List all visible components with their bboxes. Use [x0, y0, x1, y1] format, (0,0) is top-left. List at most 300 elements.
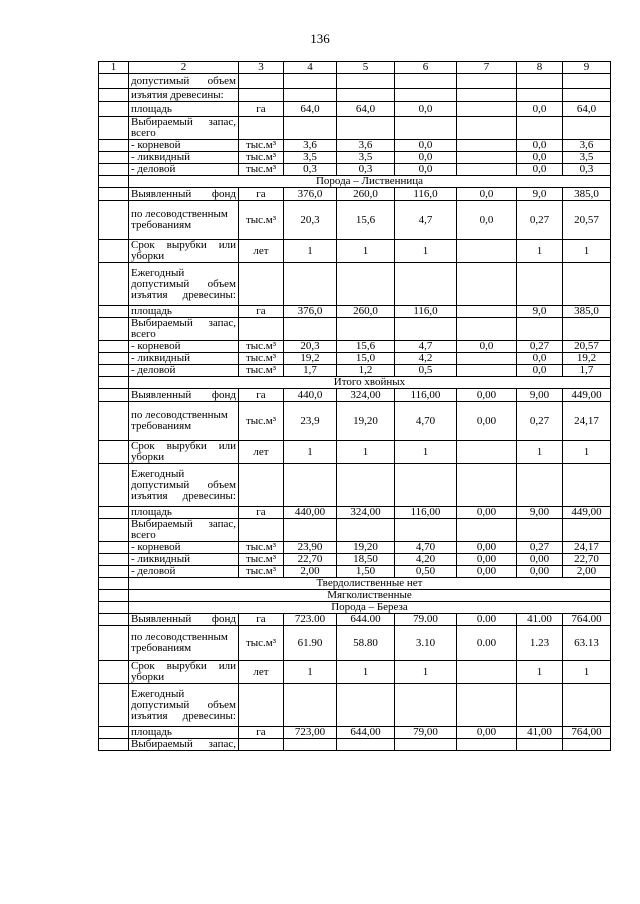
table-row [99, 89, 611, 102]
table-cell: 64,0 [284, 102, 337, 117]
table-cell: 440,0 [284, 389, 337, 402]
table-cell: 1 [337, 661, 395, 684]
indicator-label: Выявленный фонд [129, 389, 239, 402]
table-cell: 1,7 [284, 365, 337, 377]
table-cell: 0,00 [457, 542, 517, 554]
table-cell: 0,27 [517, 542, 563, 554]
table-cell [395, 684, 457, 727]
table-cell: 116,00 [395, 507, 457, 519]
table-cell: 3,5 [284, 152, 337, 164]
table-cell: 61.90 [284, 626, 337, 661]
table-cell [457, 441, 517, 464]
table-cell: тыс.м³ [239, 566, 284, 578]
indicator-label: площадь [129, 102, 239, 117]
table-cell: 0,00 [517, 566, 563, 578]
indicator-label: - корневой [129, 542, 239, 554]
table-cell: 0,27 [517, 402, 563, 441]
table-cell [395, 318, 457, 341]
table-cell [239, 89, 284, 102]
section-title: Итого хвойных [129, 377, 611, 389]
table-row [99, 441, 611, 464]
table-cell [457, 739, 517, 751]
table-cell: 2,00 [563, 566, 611, 578]
table-cell [563, 263, 611, 306]
page-number: 136 [310, 31, 330, 46]
table-row [99, 464, 611, 507]
indicator-label: изъятия древесины: [129, 89, 239, 102]
table-row [99, 152, 611, 164]
table-cell: 1.23 [517, 626, 563, 661]
table-cell: 0,0 [395, 140, 457, 152]
indicator-label: Выбираемый запас, всего [129, 519, 239, 542]
table-cell: 9,0 [517, 188, 563, 201]
indicator-label: - корневой [129, 341, 239, 353]
table-cell [457, 306, 517, 318]
table-cell [99, 240, 129, 263]
table-cell [517, 684, 563, 727]
table-cell: 644,00 [337, 727, 395, 739]
table-row [99, 507, 611, 519]
indicator-label: - деловой [129, 164, 239, 176]
table-cell [517, 89, 563, 102]
table-cell: 1 [284, 661, 337, 684]
table-cell: тыс.м³ [239, 341, 284, 353]
table-cell [337, 519, 395, 542]
table-cell: 0,00 [457, 389, 517, 402]
table-cell: 64,0 [563, 102, 611, 117]
table-cell: 24,17 [563, 542, 611, 554]
table-cell [99, 626, 129, 661]
table-cell [99, 188, 129, 201]
table-cell: 764.00 [563, 614, 611, 626]
table-cell [284, 89, 337, 102]
table-cell: 1 [395, 240, 457, 263]
table-cell: 764,00 [563, 727, 611, 739]
column-header: 6 [395, 62, 457, 74]
table-cell [99, 102, 129, 117]
table-cell: 15,0 [337, 353, 395, 365]
table-cell: 1 [517, 661, 563, 684]
table-cell: 2,00 [284, 566, 337, 578]
table-cell: 324,00 [337, 507, 395, 519]
indicator-label: площадь [129, 306, 239, 318]
table-cell [284, 74, 337, 89]
table-cell: 22,70 [563, 554, 611, 566]
table-cell: тыс.м³ [239, 353, 284, 365]
table-cell: 1 [517, 240, 563, 263]
table-cell: 0,0 [395, 164, 457, 176]
table-cell: 24,17 [563, 402, 611, 441]
table-cell: 20,57 [563, 201, 611, 240]
table-row [99, 306, 611, 318]
table-cell [337, 684, 395, 727]
table-cell [457, 519, 517, 542]
table-cell: 116,0 [395, 306, 457, 318]
table-cell: 0,5 [395, 365, 457, 377]
table-row [99, 365, 611, 377]
table-cell: тыс.м³ [239, 365, 284, 377]
table-cell: 4,20 [395, 554, 457, 566]
table-cell [99, 201, 129, 240]
indicator-label: Срок вырубки или уборки [129, 240, 239, 263]
table-cell: 41.00 [517, 614, 563, 626]
table-cell [337, 89, 395, 102]
table-row [99, 188, 611, 201]
column-header: 5 [337, 62, 395, 74]
table-cell: 18,50 [337, 554, 395, 566]
table-cell: га [239, 727, 284, 739]
table-cell: га [239, 102, 284, 117]
table-row [99, 739, 611, 751]
table-cell [395, 519, 457, 542]
table-cell [337, 739, 395, 751]
table-cell: 1,50 [337, 566, 395, 578]
table-row [99, 140, 611, 152]
table-cell: 4,70 [395, 402, 457, 441]
table-row [99, 554, 611, 566]
table-cell: 41,00 [517, 727, 563, 739]
table-cell: 1 [284, 441, 337, 464]
table-cell: 0,0 [517, 102, 563, 117]
section-row [99, 377, 611, 389]
table-row [99, 566, 611, 578]
column-header: 3 [239, 62, 284, 74]
table-cell: 0,00 [457, 727, 517, 739]
table-cell [99, 519, 129, 542]
table-cell [99, 152, 129, 164]
table-cell [457, 661, 517, 684]
table-cell [99, 590, 129, 602]
table-cell: 3,6 [563, 140, 611, 152]
table-cell [99, 602, 129, 614]
indicator-label: Ежегодный допустимый объем изъятия древесины: [129, 464, 239, 507]
table-cell: 0,0 [517, 140, 563, 152]
table-cell [517, 74, 563, 89]
table-cell: тыс.м³ [239, 152, 284, 164]
table-cell: 0,3 [284, 164, 337, 176]
table-cell: 0,0 [395, 102, 457, 117]
table-row [99, 164, 611, 176]
table-cell [284, 684, 337, 727]
indicator-label: - ликвидный [129, 353, 239, 365]
section-title: Мягколиственные [129, 590, 611, 602]
table-cell: 0,3 [563, 164, 611, 176]
table-cell: 0,50 [395, 566, 457, 578]
table-cell [563, 74, 611, 89]
table-cell [395, 464, 457, 507]
table-cell: тыс.м³ [239, 542, 284, 554]
table-cell: 385,0 [563, 306, 611, 318]
forest-fund-table [98, 61, 611, 751]
table-cell [99, 389, 129, 402]
table-cell: 23,9 [284, 402, 337, 441]
table-cell: 1 [517, 441, 563, 464]
table-cell [457, 89, 517, 102]
indicator-label: - ликвидный [129, 554, 239, 566]
table-cell: тыс.м³ [239, 164, 284, 176]
table-row [99, 74, 611, 89]
table-cell [457, 353, 517, 365]
table-cell: 0,0 [457, 188, 517, 201]
table-cell: 3,6 [284, 140, 337, 152]
table-cell [99, 507, 129, 519]
table-cell: 1 [337, 441, 395, 464]
table-cell [457, 102, 517, 117]
table-cell [284, 117, 337, 140]
table-cell [457, 164, 517, 176]
table-cell [99, 353, 129, 365]
table-cell: 0.00 [457, 626, 517, 661]
table-cell: 3,5 [563, 152, 611, 164]
table-cell [99, 614, 129, 626]
table-cell: га [239, 507, 284, 519]
indicator-label: - корневой [129, 140, 239, 152]
table-cell [99, 377, 129, 389]
table-cell: 0,0 [517, 164, 563, 176]
section-row [99, 602, 611, 614]
indicator-label: площадь [129, 727, 239, 739]
table-row [99, 389, 611, 402]
table-cell [337, 464, 395, 507]
table-cell [563, 464, 611, 507]
table-cell [99, 554, 129, 566]
table-cell: 0,0 [457, 201, 517, 240]
indicator-label: Выявленный фонд [129, 188, 239, 201]
table-cell [99, 164, 129, 176]
table-cell [457, 464, 517, 507]
table-cell: 324,00 [337, 389, 395, 402]
table-cell: тыс.м³ [239, 140, 284, 152]
table-cell: 260,0 [337, 306, 395, 318]
table-cell [517, 739, 563, 751]
table-row [99, 727, 611, 739]
indicator-label: Ежегодный допустимый объем изъятия древесины: [129, 684, 239, 727]
table-cell [239, 519, 284, 542]
indicator-label: Срок вырубки или уборки [129, 441, 239, 464]
table-row [99, 117, 611, 140]
table-cell: 449,00 [563, 507, 611, 519]
table-cell: 20,3 [284, 341, 337, 353]
indicator-label: площадь [129, 507, 239, 519]
table-cell: 9,00 [517, 389, 563, 402]
table-cell: тыс.м³ [239, 626, 284, 661]
table-cell [457, 263, 517, 306]
table-cell [395, 89, 457, 102]
section-title: Порода – Лиственница [129, 176, 611, 188]
table-row [99, 341, 611, 353]
table-row [99, 102, 611, 117]
table-cell: 4,7 [395, 341, 457, 353]
indicator-label: Выявленный фонд [129, 614, 239, 626]
table-cell [337, 263, 395, 306]
indicator-label: - деловой [129, 566, 239, 578]
table-cell: лет [239, 240, 284, 263]
table-cell [99, 365, 129, 377]
table-cell [239, 318, 284, 341]
table-row [99, 684, 611, 727]
table-cell: 1,7 [563, 365, 611, 377]
table-cell: 0,0 [517, 365, 563, 377]
table-cell [99, 684, 129, 727]
table-cell: 0,00 [457, 507, 517, 519]
table-cell: 0,00 [517, 554, 563, 566]
table-cell: 0,00 [457, 566, 517, 578]
table-cell [517, 519, 563, 542]
table-cell: 0,0 [517, 353, 563, 365]
table-row [99, 542, 611, 554]
section-row [99, 578, 611, 590]
table-cell: 1 [337, 240, 395, 263]
table-cell: 64,0 [337, 102, 395, 117]
table-cell: 449,00 [563, 389, 611, 402]
table-row [99, 201, 611, 240]
table-cell [517, 263, 563, 306]
table-cell: 376,0 [284, 188, 337, 201]
table-cell [99, 341, 129, 353]
table-cell: 644.00 [337, 614, 395, 626]
section-row [99, 590, 611, 602]
table-cell: 376,0 [284, 306, 337, 318]
table-cell: 19,2 [563, 353, 611, 365]
table-cell [239, 739, 284, 751]
table-cell: 9,0 [517, 306, 563, 318]
table-cell: 0,00 [457, 402, 517, 441]
table-cell: 0,27 [517, 341, 563, 353]
table-cell: 723,00 [284, 727, 337, 739]
table-cell [337, 74, 395, 89]
table-cell: 0,27 [517, 201, 563, 240]
table-cell: 116,00 [395, 389, 457, 402]
table-cell: 20,3 [284, 201, 337, 240]
table-cell [99, 318, 129, 341]
table-cell [284, 263, 337, 306]
table-cell [457, 140, 517, 152]
table-cell [563, 519, 611, 542]
table-row [99, 519, 611, 542]
table-cell [284, 318, 337, 341]
table-row [99, 661, 611, 684]
indicator-label: Ежегодный допустимый объем изъятия древесины: [129, 263, 239, 306]
table-cell [99, 74, 129, 89]
table-cell: тыс.м³ [239, 201, 284, 240]
table-cell: 4,7 [395, 201, 457, 240]
table-cell [239, 117, 284, 140]
table-cell [563, 89, 611, 102]
table-cell: 385,0 [563, 188, 611, 201]
indicator-label: по лесоводственным требованиям [129, 402, 239, 441]
table-cell [99, 727, 129, 739]
table-cell: лет [239, 441, 284, 464]
table-cell: га [239, 389, 284, 402]
table-cell [99, 661, 129, 684]
column-header: 7 [457, 62, 517, 74]
table-cell: 1 [563, 240, 611, 263]
table-cell [99, 578, 129, 590]
table-cell: 63.13 [563, 626, 611, 661]
table-cell [563, 117, 611, 140]
table-cell: 79.00 [395, 614, 457, 626]
table-cell [563, 318, 611, 341]
indicator-label: Выбираемый запас, всего [129, 318, 239, 341]
column-header: 8 [517, 62, 563, 74]
table-cell [457, 117, 517, 140]
table-row [99, 318, 611, 341]
table-cell: тыс.м³ [239, 402, 284, 441]
table-cell: 58.80 [337, 626, 395, 661]
table-cell: 79,00 [395, 727, 457, 739]
indicator-label: по лесоводственным требованиям [129, 201, 239, 240]
table-cell: 1 [395, 661, 457, 684]
table-cell: 15,6 [337, 201, 395, 240]
column-header: 1 [99, 62, 129, 74]
table-cell [99, 117, 129, 140]
table-cell: лет [239, 661, 284, 684]
table-cell: 1,2 [337, 365, 395, 377]
table-cell: 1 [395, 441, 457, 464]
table-cell [457, 240, 517, 263]
indicator-label: Срок вырубки или уборки [129, 661, 239, 684]
table-cell [284, 464, 337, 507]
table-cell: 0.00 [457, 614, 517, 626]
table-cell [517, 318, 563, 341]
table-cell: тыс.м³ [239, 554, 284, 566]
table-cell [563, 684, 611, 727]
indicator-label: допустимый объем [129, 74, 239, 89]
table-cell [99, 739, 129, 751]
table-cell: 1 [284, 240, 337, 263]
indicator-label: по лесоводственным требованиям [129, 626, 239, 661]
table-cell [239, 74, 284, 89]
table-cell [457, 74, 517, 89]
table-cell: 260,0 [337, 188, 395, 201]
table-cell [239, 684, 284, 727]
section-title: Порода – Береза [129, 602, 611, 614]
table-cell: 22,70 [284, 554, 337, 566]
table-cell: 0,0 [395, 152, 457, 164]
section-row [99, 176, 611, 188]
table-row [99, 614, 611, 626]
table-cell: 3,5 [337, 152, 395, 164]
table-row [99, 240, 611, 263]
table-cell [337, 318, 395, 341]
table-cell [563, 739, 611, 751]
table-cell [517, 117, 563, 140]
table-cell [99, 402, 129, 441]
table-cell: 9,00 [517, 507, 563, 519]
table-row [99, 353, 611, 365]
column-header: 9 [563, 62, 611, 74]
table-cell [457, 684, 517, 727]
table-cell: 0,00 [457, 554, 517, 566]
table-cell: 440,00 [284, 507, 337, 519]
table-cell [99, 464, 129, 507]
table-cell: 3.10 [395, 626, 457, 661]
table-cell [457, 152, 517, 164]
table-cell [99, 441, 129, 464]
table-cell [395, 117, 457, 140]
column-header: 4 [284, 62, 337, 74]
table-cell [99, 140, 129, 152]
table-header-row [99, 62, 611, 74]
table-cell: га [239, 306, 284, 318]
table-cell: 4,70 [395, 542, 457, 554]
table-cell: 20,57 [563, 341, 611, 353]
table-cell: 4,2 [395, 353, 457, 365]
column-header: 2 [129, 62, 239, 74]
table-cell [284, 519, 337, 542]
table-cell [337, 117, 395, 140]
table-cell: 1 [563, 661, 611, 684]
